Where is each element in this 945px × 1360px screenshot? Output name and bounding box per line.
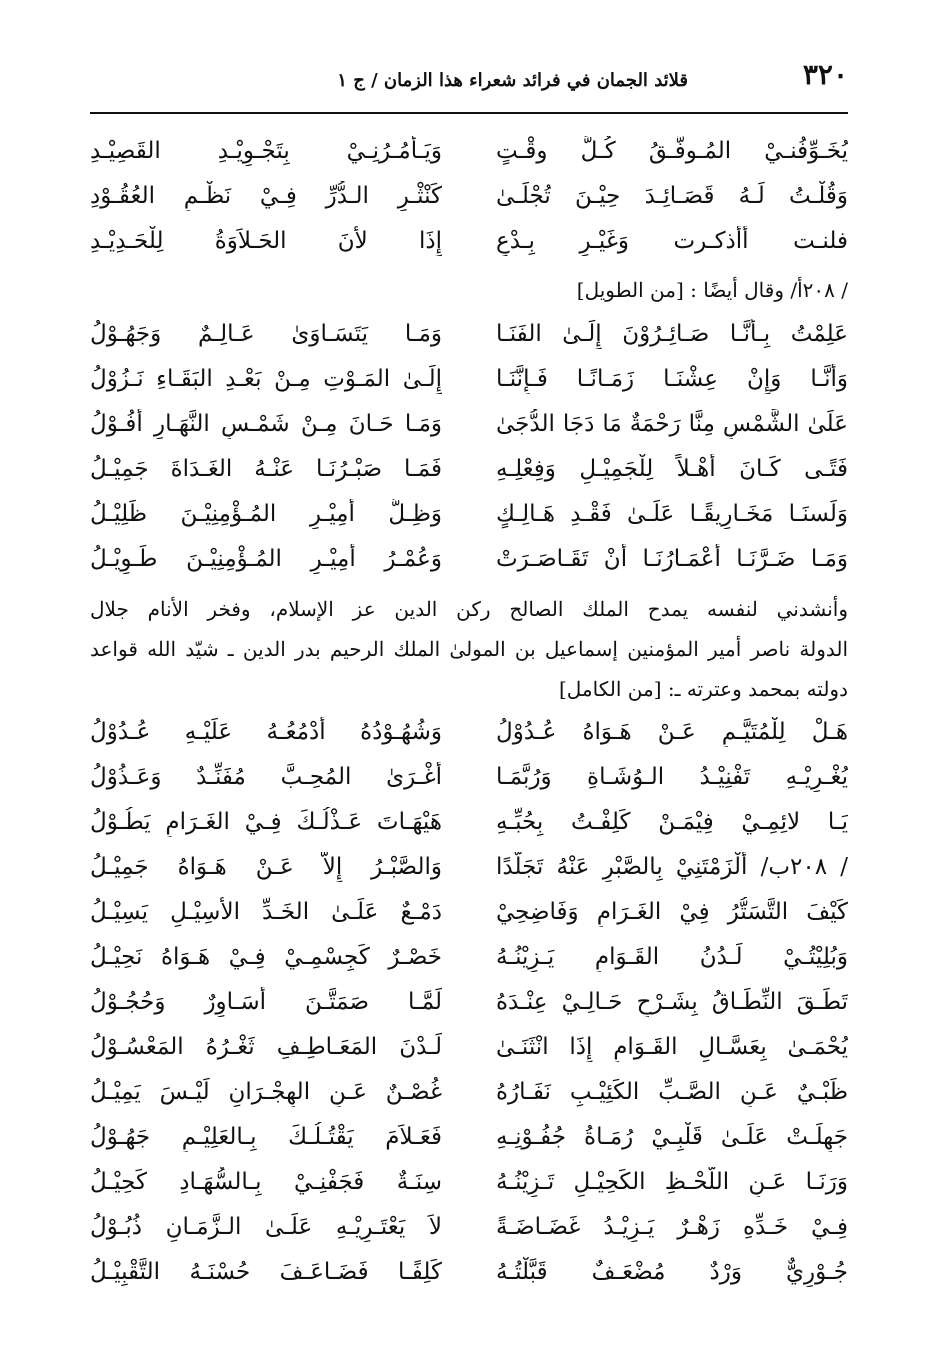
verse-line [90, 1204, 848, 1249]
verse-first-hemistich: عَلِمْتُ بِـأَنَّـا صَـائِـرُوْنَ إِلَـىٰ الفَنَـا [496, 320, 848, 347]
verse-line [90, 1024, 848, 1069]
verse-first-hemistich: وَقُلْـتُ لَـهُ قَصَـائِـدَ حِيْـنَ تُجْلَـىٰ [496, 182, 848, 209]
verse-second-hemistich: هَيْهَـاتَ عَـذْلُـكَ فِـيْ الغَـرَامِ يَطُـوْلُ [90, 808, 442, 835]
verse-first-hemistich: وَأَنَّـا وَإِنْ عِشْنَـا زَمَـانًـا فَـإِنَّنَـا [496, 365, 848, 392]
prose-paragraph [90, 589, 848, 709]
verse-first-hemistich: فلنـت أأذكـرت وَغَيْـرِ بِـدْعٍ [496, 227, 848, 254]
verse-second-hemistich: لَـدْنَ المَعَـاطِـفِ ثَغْـرُهُ المَعْسُـوْلُ [90, 1033, 442, 1060]
verse-line [90, 491, 848, 536]
verse-first-hemistich: وَرَنَـا عَـنِ اللَّحْـظِ الكَحِيْـلِ تَـزِيْنُـهُ [496, 1168, 848, 1195]
verse-second-hemistich: وَظِـلُّ أَمِيْـرِ المُـؤْمِنِيْـنَ ظَلِيْـلُ [90, 500, 442, 527]
verse-first-hemistich: هَـلْ لِلْمُتَيَّـمِ عَـنْ هَـوَاهُ عُـدُوْلُ [496, 718, 848, 745]
verse-first-hemistich: جَهِلَـتْ عَلَـىٰ قَلْبِـيْ رُمَـاةُ جُفُـوْنِـهِ [496, 1123, 848, 1150]
verse-second-hemistich: لَمَّـا صَمَتَّـنَ أَسَـاوِرٌ وَحُجُـوْلُ [90, 988, 442, 1015]
verse-second-hemistich: أَغْـرَىٰ المُحِـبَّ مُفَنِّـدٌ وَعَـذُوْلُ [90, 763, 442, 790]
verse-second-hemistich: كَلِفًـا فَضَـاعَـفَ حُسْنَـهُ التَّقْبِيْـلُ [90, 1258, 442, 1285]
verse-second-hemistich: وَعُمْـرُ أَمِيْـرِ المُـؤْمِنِيْـنَ طَـوِيْـلُ [90, 545, 442, 572]
verse-first-hemistich: تَطَـقَ النِّطَـاقُ بِشَـرْحِ حَـالِـيْ عِنْـدَهُ [496, 988, 848, 1015]
verse-first-hemistich: وَمَـا ضَـرَّنَـا أَعْمَـارُنَـا أَنْ تَقَـاصَـرَتْ [496, 545, 848, 572]
prose-line: دولته بمحمد وعترته ـ: [من الكامل] [558, 677, 848, 701]
verse-line [90, 844, 848, 889]
verse-second-hemistich: وَالصَّبْـرُ إِلاَّ عَـنْ هَـوَاهُ جَمِيْـلُ [90, 853, 442, 880]
verse-line [90, 1249, 848, 1294]
verse-line [90, 799, 848, 844]
poem-block-2 [90, 311, 848, 581]
page-number: ٣٢٠ [802, 58, 848, 91]
verse-line [90, 754, 848, 799]
verse-second-hemistich: وَمَـا يَتَسَـاوَىٰ عَـالِـمٌ وَجَهُـوْلُ [90, 320, 442, 347]
verse-second-hemistich: إِلَـىٰ المَـوْتِ مِـنْ بَعْـدِ البَقَـاءِ نَـزُوْلُ [90, 365, 442, 392]
verse-second-hemistich: دَمْـعٌ عَلَـىٰ الخَـدِّ الأَسِيْـلِ يَسِيْـلُ [90, 898, 442, 925]
verse-second-hemistich: كَنْثْـرِ الـدُّرِّ فِـيْ نَظْـمِ العُقُـوْدِ [90, 182, 442, 209]
verse-first-hemistich: يُحْمَـىٰ بِعَسَّـالِ القَـوَامِ إِذَا انْثَنَـىٰ [496, 1033, 848, 1060]
verse-first-hemistich: يُغْـرِيْـهِ تَفْنِيْـدُ الـوُشَـاةِ وَرُبَّمَـا [496, 763, 848, 790]
verse-second-hemistich: وَيَـأْمُـرُنِـيْ بِتَجْـوِيْـدِ القَصِيْـدِ [90, 137, 442, 164]
verse-first-hemistich: فَتًـى كَـانَ أَهْـلاً لِلْجَمِيْـلِ وَفِعْلِـهِ [496, 455, 848, 482]
verse-line [90, 311, 848, 356]
verse-first-hemistich: يُخَـوِّفُنـيْ المُـوفَّـقُ كُـلَّ وقْـتٍ [496, 137, 848, 164]
verse-line [90, 934, 848, 979]
verse-first-hemistich: كَيْفَ التَّسَتُّرُ فِيْ الغَـرَامِ وَفَاضِحِيْ [496, 898, 848, 925]
verse-first-hemistich: / ٢٠٨ب/ أَلْزَمْتَنِيْ بِالصَّبْرِ عَنْهُ تَجَلُّدًا [496, 853, 848, 880]
verse-line [90, 1069, 848, 1114]
verse-line [90, 536, 848, 581]
page-header [90, 58, 848, 100]
verse-line [90, 173, 848, 218]
verse-second-hemistich: سِنَـةٌ فَجَفْنِـيْ بِـالسُّهَـادِ كَحِيْـلُ [90, 1168, 442, 1195]
prose-line: الدولة ناصر أمير المؤمنين إسماعيل بن المولىٰ الملك الرحيم بدر الدين ـ شيّد الله قواعد [90, 637, 848, 661]
verse-first-hemistich: يَـا لائِمِـيْ فِيْمَـنْ كَلِفْـتُ بِحُبِّـهِ [496, 808, 848, 835]
verse-line [90, 401, 848, 446]
verse-line [90, 128, 848, 173]
verse-second-hemistich: فَعَـلاَمَ يَقْتُـلُـكَ بِـالعَلِيْـمِ جَهُـوْلُ [90, 1123, 442, 1150]
verse-first-hemistich: فِـيْ خَـدِّهِ زَهْـرٌ يَـزِيْـدُ غَضَـاضَـةً [496, 1213, 848, 1240]
running-title: قلائد الجمان في فرائد شعراء هذا الزمان / ج ١ [337, 70, 688, 91]
verse-line [90, 446, 848, 491]
folio-note-meter: / ٢٠٨أ/ وقال أيضًا : [من الطويل] [576, 278, 848, 302]
verse-second-hemistich: إِذَا لأَنَ الحَـلاَوَةُ لِلْحَـدِيْـدِ [90, 227, 442, 254]
verse-first-hemistich: وَلَسنَـا مَخَـارِيقًـا عَلَـىٰ فَقْـدِ هَـالِـكٍ [496, 500, 848, 527]
page-body [90, 128, 848, 1294]
verse-line [90, 356, 848, 401]
poem-block-1 [90, 128, 848, 263]
verse-first-hemistich: جُـوْرِيٌّ وَرْدٌ مُضْعَـفٌ قَبَّلْتُـهُ [496, 1258, 848, 1285]
verse-first-hemistich: وَبُلِيْتُـيْ لَـدُنُ القَـوَامِ يَـزِيْنُـهُ [496, 943, 848, 970]
verse-first-hemistich: عَلَىٰ الشَّمْسِ مِنَّا رَحْمَةٌ مَا دَجَا الدُّجَىٰ [496, 410, 848, 437]
verse-second-hemistich: غُصْـنٌ عَـنِ الهِجْـرَانِ لَيْـسَ يَمِيْـلُ [90, 1078, 442, 1105]
verse-second-hemistich: لاَ يَعْتَـرِيْـهِ عَلَـىٰ الـزَّمَـانِ ذُبُـوْلُ [90, 1213, 442, 1240]
verse-line [90, 709, 848, 754]
verse-line [90, 979, 848, 1024]
verse-second-hemistich: خَصْـرٌ كَجِسْمِـيْ فِـيْ هَـوَاهُ نَحِيْـلُ [90, 943, 442, 970]
verse-first-hemistich: ظَبْـيٌ عَـنِ الصَّـبِّ الكَئِيْـبِ نَفَـارُهُ [496, 1078, 848, 1105]
verse-line [90, 218, 848, 263]
verse-second-hemistich: وَمَـا حَـانَ مِـنْ شَمْـسِ النَّهَـارِ أُفُـوْلُ [90, 410, 442, 437]
header-rule [90, 112, 848, 114]
prose-line: وأنشدني لنفسه يمدح الملك الصالح ركن الدين عز الإسلام، وفخر الأنام جلال [90, 597, 848, 621]
verse-line [90, 1114, 848, 1159]
verse-second-hemistich: فَمَـا صَبْـرُنَـا عَنْـهُ الغَـدَاةَ جَمِيْـلُ [90, 455, 442, 482]
verse-second-hemistich: وَشُهُـوْدُهُ أَدْمُعُـهُ عَلَيْـهِ عُـدُوْلُ [90, 718, 442, 745]
poem-block-3 [90, 709, 848, 1294]
verse-line [90, 889, 848, 934]
verse-line [90, 1159, 848, 1204]
